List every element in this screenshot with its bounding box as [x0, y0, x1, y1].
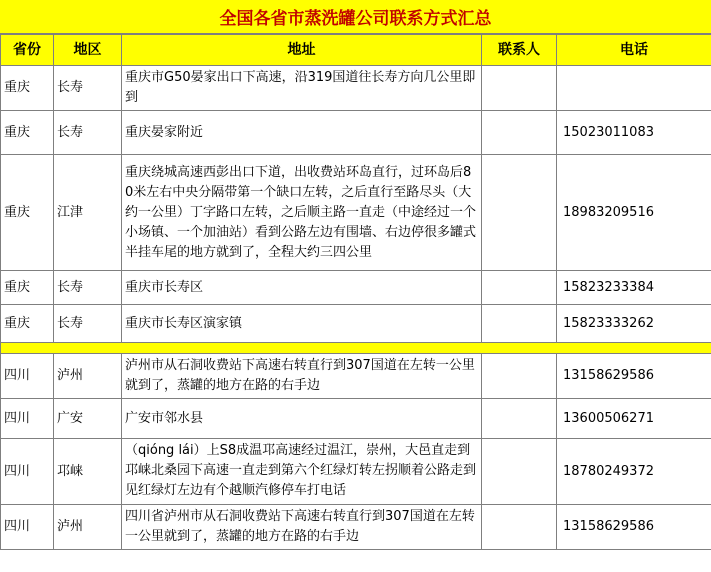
- address-cell: 广安市邻水县: [122, 399, 482, 439]
- contact-cell: [482, 439, 557, 505]
- contact-table: [0, 34, 711, 550]
- contact-cell: [482, 354, 557, 399]
- separator-row: [1, 343, 711, 354]
- province-cell: 四川: [1, 439, 54, 505]
- province-cell: 重庆: [1, 155, 54, 271]
- table-row: [1, 505, 711, 550]
- address-cell: 重庆市长寿区: [122, 271, 482, 305]
- area-cell: 长寿: [54, 305, 122, 343]
- phone-cell: [557, 66, 711, 111]
- area-cell: 泸州: [54, 354, 122, 399]
- phone-cell: 15823333262: [557, 305, 711, 343]
- header-row: [1, 35, 711, 66]
- address-cell: 四川省泸州市从石洞收费站下高速右转直行到307国道在左转一公里就到了，蒸罐的地方在路的右手边: [122, 505, 482, 550]
- contact-cell: [482, 305, 557, 343]
- table-row: [1, 305, 711, 343]
- province-cell: 重庆: [1, 111, 54, 155]
- separator-cell: [1, 343, 711, 354]
- address-cell: 重庆市G50晏家出口下高速，沿319国道往长寿方向几公里即到: [122, 66, 482, 111]
- table-row: [1, 66, 711, 111]
- phone-cell: 15823233384: [557, 271, 711, 305]
- table-row: [1, 155, 711, 271]
- address-cell: 泸州市从石洞收费站下高速右转直行到307国道在左转一公里就到了，蒸罐的地方在路的右手边: [122, 354, 482, 399]
- sheet-title: 全国各省市蒸洗罐公司联系方式汇总: [0, 0, 711, 34]
- contact-cell: [482, 505, 557, 550]
- province-cell: 重庆: [1, 305, 54, 343]
- table-row: [1, 271, 711, 305]
- header-area: 地区: [54, 35, 122, 66]
- area-cell: 长寿: [54, 66, 122, 111]
- province-cell: 四川: [1, 354, 54, 399]
- address-cell: [122, 439, 482, 505]
- phone-cell: 18780249372: [557, 439, 711, 505]
- address-cell: 重庆绕城高速西彭出口下道，出收费站环岛直行，过环岛后80米左右中央分隔带第一个缺口左转，之后直行至路尽头（大约一公里）丁字路口左转，之后顺主路一直走（中途经过一个小场镇、一个加油站）看到公路左边有围墙、右边停很多罐式半挂车尾的地方就到了，全程大约三四公里: [122, 155, 482, 271]
- address-cell: 重庆晏家附近: [122, 111, 482, 155]
- area-cell: 广安: [54, 399, 122, 439]
- area-cell: 邛崃: [54, 439, 122, 505]
- province-cell: 四川: [1, 399, 54, 439]
- area-cell: 长寿: [54, 271, 122, 305]
- table-row: [1, 439, 711, 505]
- contact-cell: [482, 66, 557, 111]
- table-row: [1, 111, 711, 155]
- province-cell: 重庆: [1, 66, 54, 111]
- header-address: 地址: [122, 35, 482, 66]
- area-cell: 泸州: [54, 505, 122, 550]
- address-cell: 重庆市长寿区演家镇: [122, 305, 482, 343]
- phone-cell: 13600506271: [557, 399, 711, 439]
- phone-cell: 15023011083: [557, 111, 711, 155]
- header-contact: 联系人: [482, 35, 557, 66]
- contact-cell: [482, 271, 557, 305]
- phone-cell: 18983209516: [557, 155, 711, 271]
- province-cell: 重庆: [1, 271, 54, 305]
- contact-cell: [482, 111, 557, 155]
- phone-cell: 13158629586: [557, 354, 711, 399]
- phone-cell: 13158629586: [557, 505, 711, 550]
- header-province: 省份: [1, 35, 54, 66]
- province-cell: 四川: [1, 505, 54, 550]
- table-row: [1, 354, 711, 399]
- area-cell: 长寿: [54, 111, 122, 155]
- table-row: [1, 399, 711, 439]
- area-cell: 江津: [54, 155, 122, 271]
- address-text: （qióng lái）上S8成温邛高速经过温江，崇州，大邑直走到邛崃北桑园下高速一直走到第六个红绿灯转左拐顺着公路走到见红绿灯左边有个越顺汽修停车打电话: [125, 442, 477, 498]
- header-phone: 电话: [557, 35, 711, 66]
- contact-cell: [482, 399, 557, 439]
- contact-cell: [482, 155, 557, 271]
